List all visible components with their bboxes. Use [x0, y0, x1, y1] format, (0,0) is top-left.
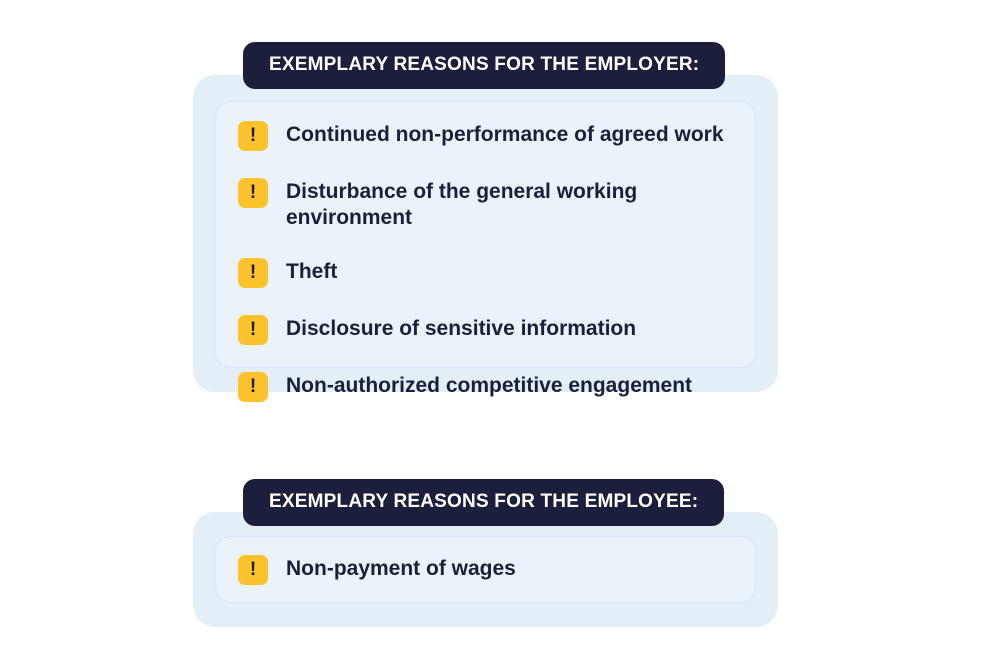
list-item	[238, 371, 731, 402]
exclamation-icon: !	[238, 258, 268, 288]
list-item-label: Disclosure of sensitive information	[286, 317, 637, 341]
employer-reason-list	[238, 120, 731, 403]
list-item-label: Non-payment of wages	[286, 556, 516, 580]
section-employee-card	[193, 512, 778, 627]
exclamation-icon: !	[238, 372, 268, 402]
section-employee-title: EXEMPLARY REASONS FOR THE EMPLOYEE:	[243, 479, 724, 526]
list-item	[238, 554, 731, 585]
list-item-label: Continued non-performance of agreed work	[286, 122, 724, 146]
section-employee-card-inner	[215, 536, 756, 603]
section-employer-card-inner	[215, 101, 756, 398]
exclamation-icon: !	[238, 178, 268, 208]
list-item	[238, 177, 731, 232]
list-item-label: Non-authorized competitive engagement	[286, 374, 693, 398]
list-item-label: Theft	[286, 260, 338, 284]
list-item-label: Disturbance of the general working environment	[286, 179, 638, 230]
section-employer	[193, 42, 778, 398]
list-item	[238, 120, 731, 151]
list-item	[238, 314, 731, 345]
exclamation-icon: !	[238, 121, 268, 151]
section-employer-card	[193, 75, 778, 398]
list-item	[238, 257, 731, 288]
exclamation-icon: !	[238, 555, 268, 585]
section-employee	[193, 479, 778, 627]
exclamation-icon: !	[238, 315, 268, 345]
employee-reason-list	[238, 554, 731, 585]
section-employer-title: EXEMPLARY REASONS FOR THE EMPLOYER:	[243, 42, 725, 89]
